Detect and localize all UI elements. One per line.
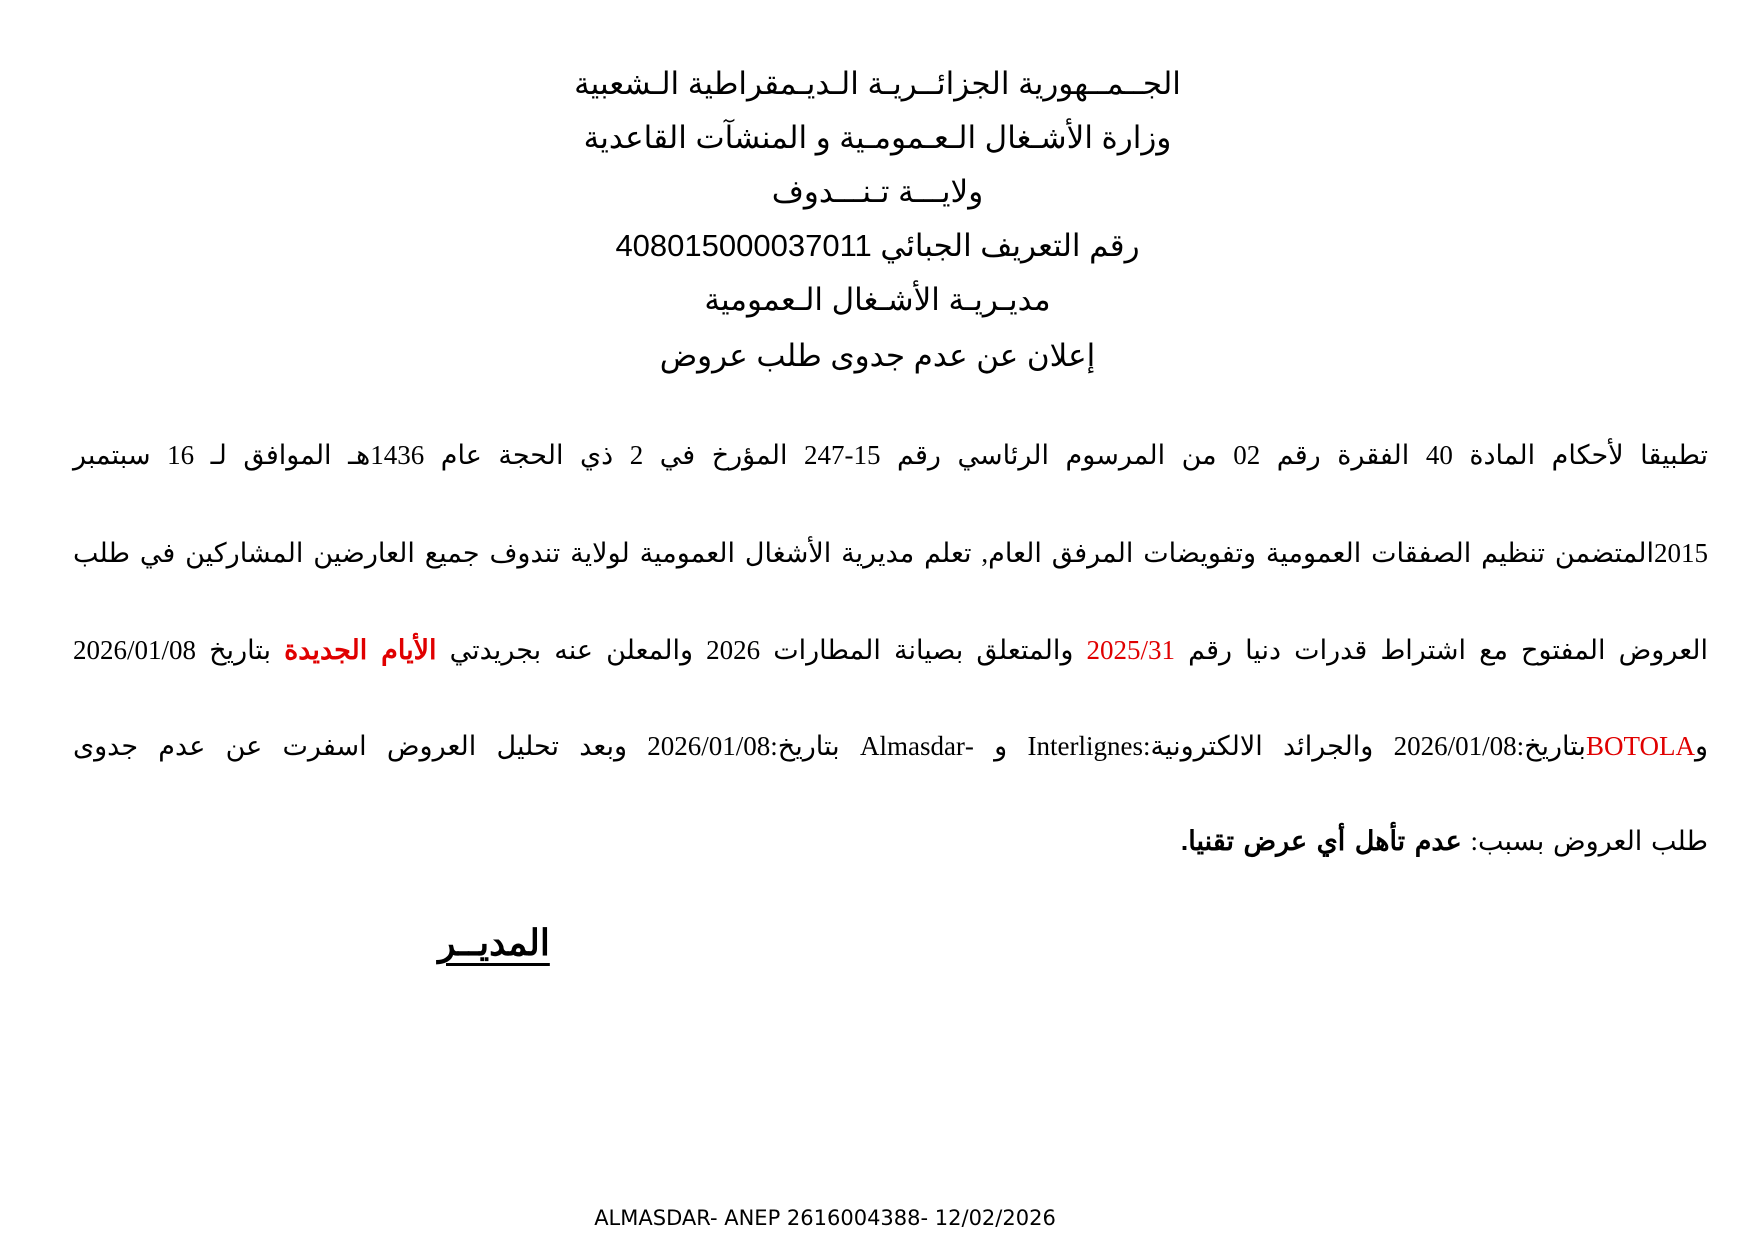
body-line-1: تطبيقا لأحكام المادة 40 الفقرة رقم 02 من المرسوم الرئاسي رقم 15-247 المؤرخ في 2 ذي الحجة عام 1436هـ الموافق لـ 16 سبتمبر: [73, 440, 1708, 470]
newspaper-name: الأيام الجديدة: [284, 635, 437, 665]
body-text: طلب العروض بسبب:: [1461, 826, 1708, 856]
republic-heading: الجــمــهورية الجزائــريـة الـديـمقراطية الـشعبية: [574, 66, 1181, 101]
body-text: بتاريخ:2026/01/08 والجرائد الالكترونية:Interlignes و -Almasdar بتاريخ:2026/01/08 وبعد تحليل العروض اسفرت عن عدم جدوى: [73, 731, 1586, 761]
body-line-5: [73, 823, 1708, 859]
wilaya-heading: ولايـــة تـنـــدوف: [771, 174, 984, 209]
body-text: بتاريخ 2026/01/08: [73, 635, 285, 665]
notice-title: إعلان عن عدم جدوى طلب عروض: [659, 338, 1096, 373]
ministry-heading: وزارة الأشـغال الـعـمومـية و المنشآت القاعدية: [583, 120, 1172, 155]
director-signature: المديــر: [438, 922, 550, 963]
body-text: العروض المفتوح مع اشتراط قدرات دنيا رقم: [1175, 635, 1708, 665]
body-line-4: [73, 728, 1708, 764]
body-line-3: [73, 632, 1708, 668]
footer-reference: ALMASDAR- ANEP 2616004388- 12/02/2026: [594, 1206, 1056, 1230]
tax-id-heading: رقم التعريف الجبائي 408015000037011: [615, 228, 1140, 263]
newspaper-name: BOTOLA: [1585, 731, 1695, 761]
tender-reference: 2025/31: [1086, 635, 1176, 665]
directorate-heading: مديـريـة الأشـغال الـعمومية: [704, 282, 1051, 317]
body-line-2: 2015المتضمن تنظيم الصفقات العمومية وتفويضات المرفق العام, تعلم مديرية الأشغال العمومية لولاية تندوف جميع العارضين المشاركين في طلب: [73, 538, 1708, 568]
body-text: و: [1694, 731, 1709, 761]
body-text: والمتعلق بصيانة المطارات 2026 والمعلن عنه بجريدتي: [436, 635, 1087, 665]
failure-reason: عدم تأهل أي عرض تقنيا.: [1180, 826, 1462, 856]
